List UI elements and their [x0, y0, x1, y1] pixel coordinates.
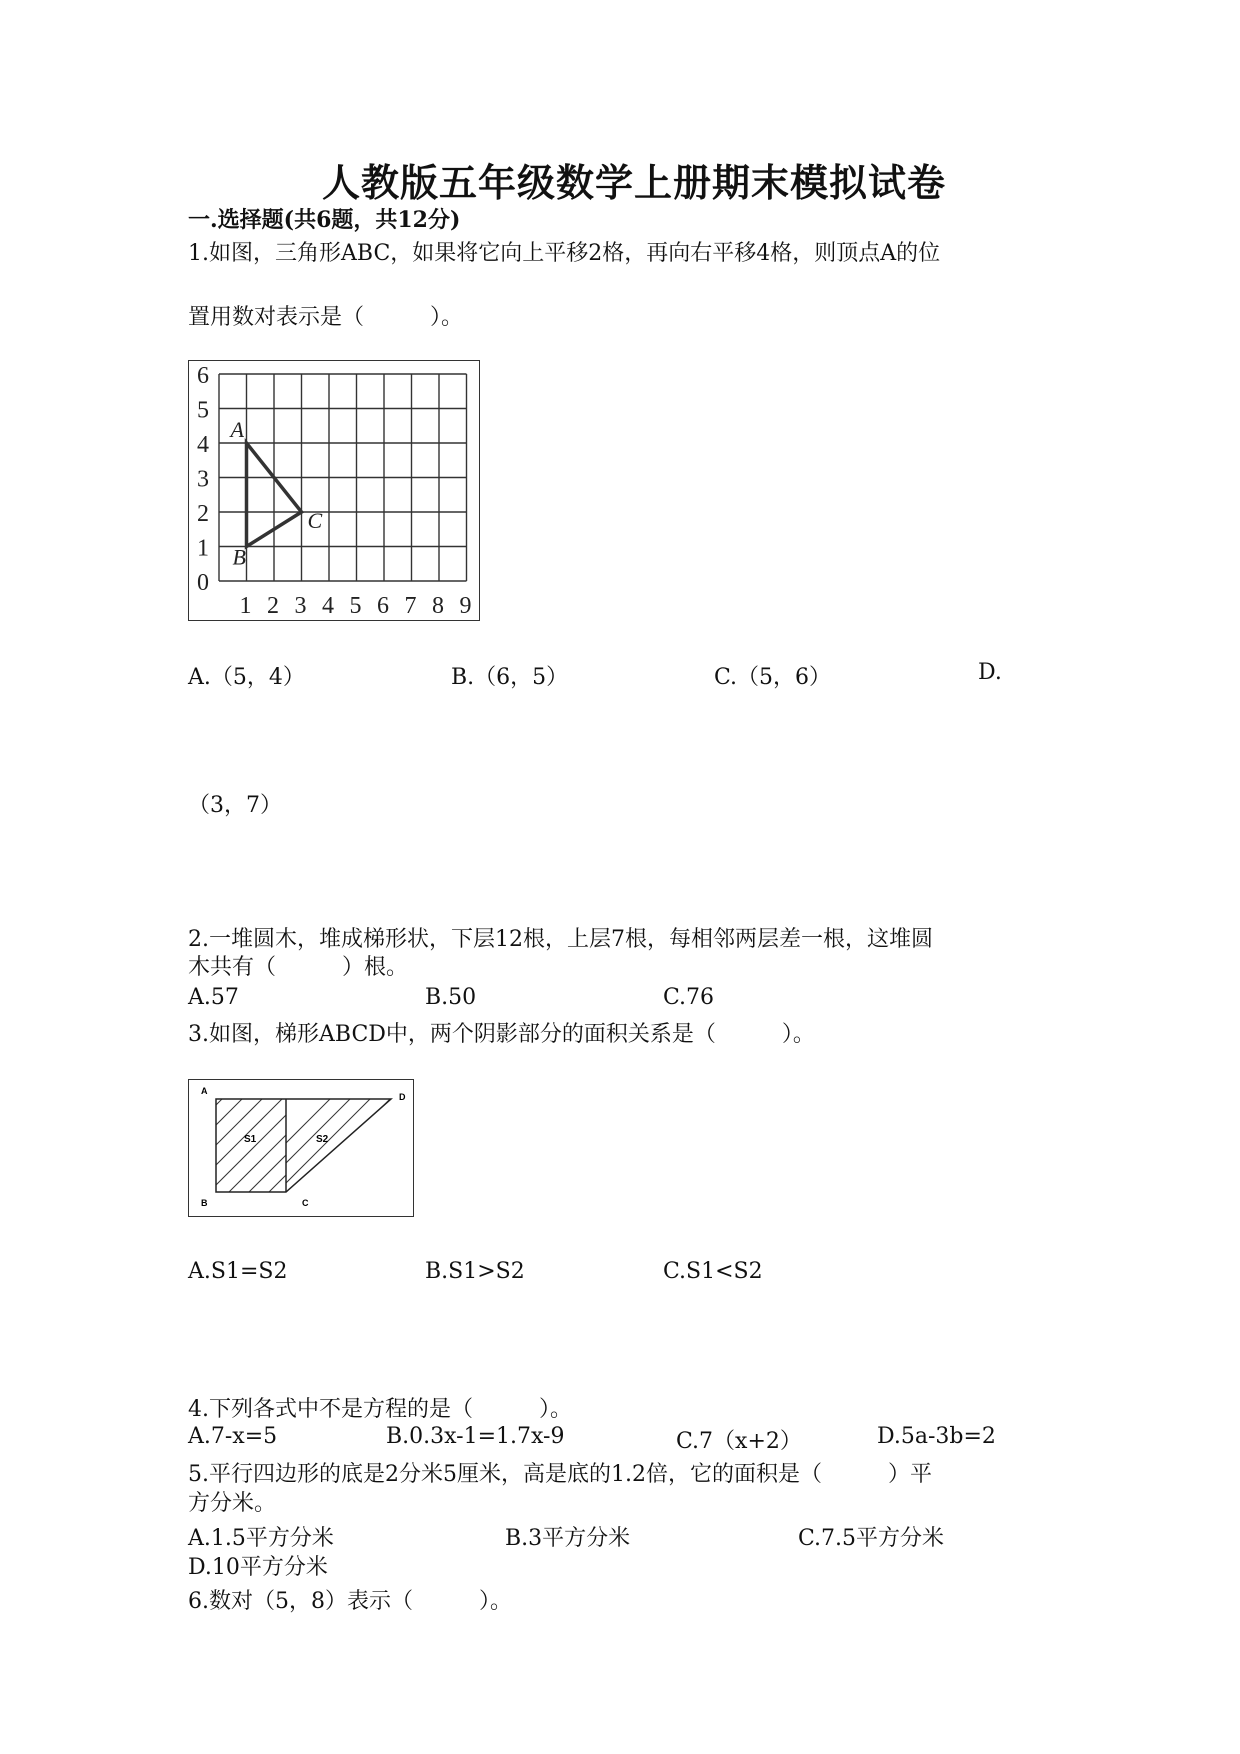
- question-5-text-line1: 5.平行四边形的底是2分米5厘米，高是底的1.2倍，它的面积是（ ）平: [188, 1462, 932, 1487]
- question-1-option-c[interactable]: C.（5，6）: [714, 665, 832, 690]
- y-tick-label: 2: [197, 501, 209, 527]
- question-3-option-c[interactable]: C.S1<S2: [663, 1259, 763, 1284]
- label-b: B: [201, 1198, 208, 1208]
- question-1-text-line1: 1.如图，三角形ABC，如果将它向上平移2格，再向右平移4格，则顶点A的位: [188, 241, 941, 266]
- question-4-option-b[interactable]: B.0.3x-1=1.7x-9: [386, 1424, 565, 1449]
- question-2-option-b[interactable]: B.50: [425, 985, 477, 1010]
- y-tick-label: 0: [197, 570, 209, 596]
- s1-hatching: [189, 1092, 389, 1192]
- x-tick-label: 8: [432, 593, 444, 619]
- question-5-option-d[interactable]: D.10平方分米: [188, 1555, 328, 1580]
- x-tick-label: 3: [294, 593, 307, 619]
- x-tick-label: 1: [239, 593, 252, 619]
- y-tick-label: 1: [197, 535, 209, 562]
- question-2-text-line2: 木共有（ ）根。: [188, 955, 409, 980]
- question-3-text: 3.如图，梯形ABCD中，两个阴影部分的面积关系是（ ）。: [188, 1022, 815, 1047]
- trapezoid-svg: [189, 1080, 413, 1216]
- label-s1: S1: [244, 1134, 257, 1145]
- question-4-option-d[interactable]: D.5a-3b=2: [877, 1424, 996, 1449]
- question-1-option-d[interactable]: D.: [978, 660, 1002, 685]
- question-4-option-c[interactable]: C.7（x+2）: [676, 1429, 802, 1454]
- vertex-label-b: B: [232, 544, 246, 570]
- question-3-option-b[interactable]: B.S1>S2: [425, 1259, 525, 1284]
- x-tick-label: 9: [459, 593, 472, 619]
- x-tick-label: 5: [349, 593, 362, 619]
- vertex-label-a: A: [230, 417, 244, 442]
- section-heading: 一.选择题(共6题，共12分): [188, 207, 461, 233]
- coordinate-grid-svg: [189, 361, 479, 620]
- x-tick-label: 7: [404, 593, 417, 619]
- question-3-option-a[interactable]: A.S1=S2: [188, 1259, 288, 1284]
- question-2-option-c[interactable]: C.76: [663, 985, 715, 1010]
- question-1-text-line2: 置用数对表示是（ ）。: [188, 305, 464, 330]
- label-s2: S2: [316, 1134, 329, 1145]
- question-5-option-b[interactable]: B.3平方分米: [505, 1526, 631, 1551]
- question-5-option-c[interactable]: C.7.5平方分米: [798, 1526, 945, 1551]
- label-c: C: [302, 1198, 309, 1208]
- question-2-text-line1: 2.一堆圆木，堆成梯形状，下层12根，上层7根，每相邻两层差一根，这堆圆: [188, 927, 933, 952]
- x-tick-label: 2: [267, 593, 279, 619]
- page-title: 人教版五年级数学上册期末模拟试卷: [322, 160, 947, 205]
- question-2-option-a[interactable]: A.57: [188, 985, 239, 1010]
- question-5-option-a[interactable]: A.1.5平方分米: [188, 1526, 334, 1551]
- trapezoid-figure: [188, 1079, 414, 1217]
- question-6-text: 6.数对（5，8）表示（ ）。: [188, 1589, 512, 1614]
- question-1-option-d-value[interactable]: （3，7）: [188, 793, 282, 818]
- x-tick-label: 6: [377, 593, 389, 619]
- label-d: D: [399, 1092, 406, 1102]
- question-4-option-a[interactable]: A.7-x=5: [188, 1424, 278, 1449]
- x-tick-label: 4: [322, 593, 334, 619]
- question-1-option-a[interactable]: A.（5，4）: [188, 665, 305, 690]
- vertex-label-c: C: [307, 508, 323, 533]
- question-4-text: 4.下列各式中不是方程的是（ ）。: [188, 1397, 572, 1422]
- y-tick-label: 3: [197, 466, 209, 493]
- question-1-option-b[interactable]: B.（6，5）: [451, 665, 569, 690]
- y-tick-label: 5: [197, 397, 209, 424]
- coordinate-grid-figure: [188, 360, 480, 621]
- y-tick-label: 4: [197, 432, 209, 458]
- question-5-text-line2: 方分米。: [188, 1491, 277, 1516]
- label-a: A: [201, 1086, 208, 1096]
- y-tick-label: 6: [197, 363, 209, 389]
